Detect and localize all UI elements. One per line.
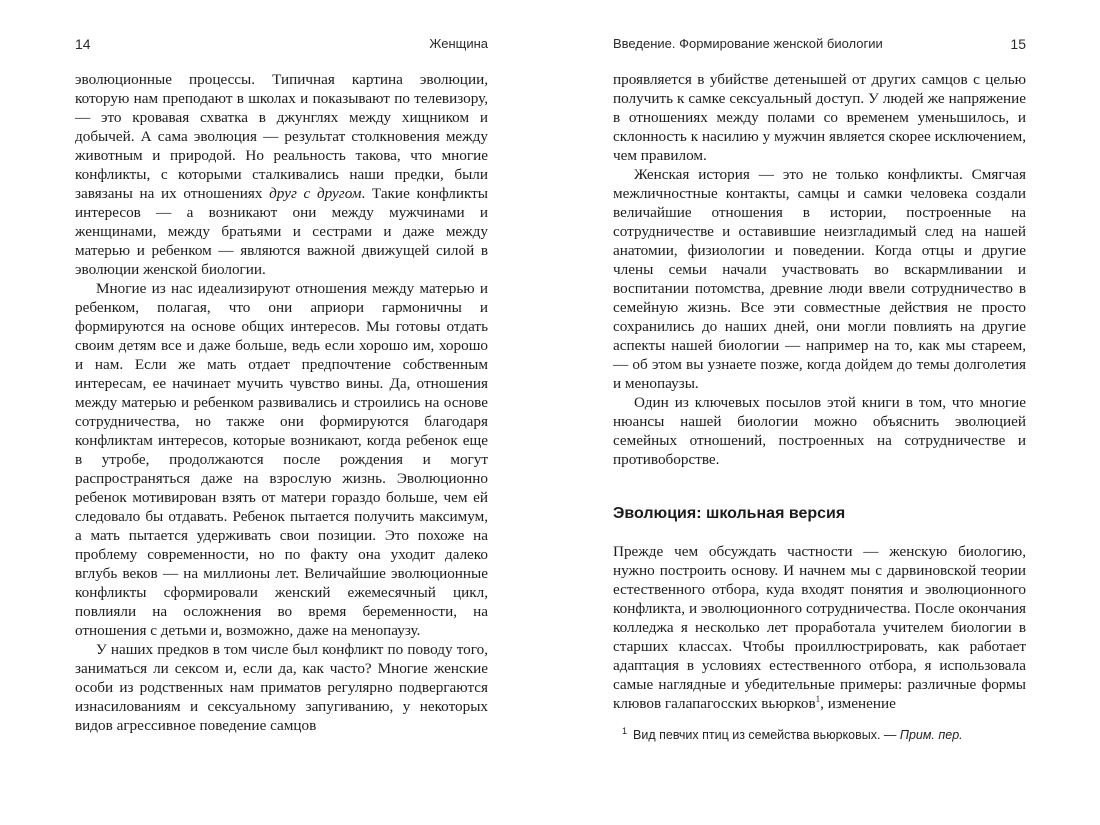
right-page [550,0,1100,825]
footnote-reference[interactable]: 1 [815,693,821,704]
page-number: 14 [75,36,91,52]
paragraph: Один из ключевых посылов этой книги в том, что многие нюансы нашей биологии можно объяснить эволюцией семейных отношений, построенных на сотрудничестве и противоборстве. [613,394,1026,468]
paragraph: Многие из нас идеализируют отношения между матерью и ребенком, полагая, что они априори гармоничны и формируются на основе общих интересов. Мы готовы отдать своим детям все и даже больше, ведь если хорошо им, хорошо и нам. Если же мать отдает предпочтение собственным интересам, ее начинает мучить чувство вины. Да, отношения между матерью и ребенком развивались и строились на основе сотрудничества, но также они формируются благодаря конфликтам интересов, которые возникают, когда ребенок еще в утробе, продолжаются после рождения и могут распространяться даже на взрослую жизнь. Эволюционно ребенок мотивирован взять от матери гораздо больше, чем ей следовало бы отдавать. Ребенок пытается получить максимум, а мать пытается удерживать свои позиции. Это похоже на проблему современности, но по факту она уходит далеко вглубь веков — на миллионы лет. Величайшие эволюционные конфликты сформировали женский ежемесячный цикл, повлияли на осложнения во время беременности, на отношения с детьми и, возможно, даже на менопаузу. [75,280,488,639]
footnote-mark: 1 [622,726,628,736]
body-text [75,70,488,735]
page-header [75,36,488,54]
running-head: Женщина [429,36,488,51]
paragraph: Прежде чем обсуждать частности — женскую биологию, нужно построить основу. И начнем мы с дарвиновской теории естественного отбора, куда входят понятия и эволюционного конфликта, и эволюционного сотрудничества. После окончания колледжа я несколько лет проработала учителем биологии в старших классах. Чтобы проиллюстрировать, как работает адаптация в условиях естественного отбора, я использовала самые наглядные и убедительные примеры: различные формы клювов галапагосских вьюрков$^1$, изменение [613,543,1026,712]
page-header [613,36,1026,54]
paragraph: проявляется в убийстве детенышей от других самцов с целью получить к самке сексуальный доступ. У людей же напряжение в отношениях между полами со временем уменьшилось, и склонность к насилию у мужчин является скорее исключением, чем правилом. [613,71,1026,164]
footnote-emphasis: Прим. пер. [899,728,963,743]
footnote [622,723,1026,743]
paragraph: Женская история — это не только конфликты. Смягчая межличностные контакты, самцы и самки человека создали величайшие отношения в истории, построенные на сотрудничестве и оставившие неизгладимый след на нашей анатомии, физиологии и поведении. Когда отцы и другие члены семьи начали участвовать во вскармливании и воспитании потомства, древние люди ввели сотрудничество в семейную жизнь. Все эти совместные действия не просто сохранились до наших дней, они могли повлиять на другие аспекты нашей биологии — например на то, как мы стареем, — об этом вы узнаете позже, когда дойдем до темы долголетия и менопаузы. [613,166,1026,392]
section-heading: Эволюция: школьная версия [613,505,846,522]
paragraph: эволюционные процессы. Типичная картина эволюции, которую нам преподают в школах и показывают по телевизору, — это кровавая схватка в джунглях между хищником и добычей. А сама эволюция — результат столкновения между животным и природой. Но реальность такова, что многие конфликты, с которыми сталкивались наши предки, были завязаны на их отношениях друг с другом. Такие конфликты интересов — а возникают они между мужчинами и женщинами, между братьями и сестрами и даже между матерью и ребенком — являются важной движущей силой в эволюции женской биологии. [75,71,489,278]
running-head: Введение. Формирование женской биологии [613,36,883,51]
footnote-text: Вид певчих птиц из семейства вьюрковых. — [633,728,900,743]
paragraph: У наших предков в том числе был конфликт по поводу того, заниматься ли сексом и, если да, как часто? Многие женские особи из родственных нам приматов регулярно подвергаются изнасилованиям и сексуальному запугиванию, у некоторых видов агрессивное поведение самцов [75,641,488,734]
emphasis: друг с другом [269,185,362,202]
body-text [613,70,1026,713]
page-number: 15 [1010,36,1026,52]
